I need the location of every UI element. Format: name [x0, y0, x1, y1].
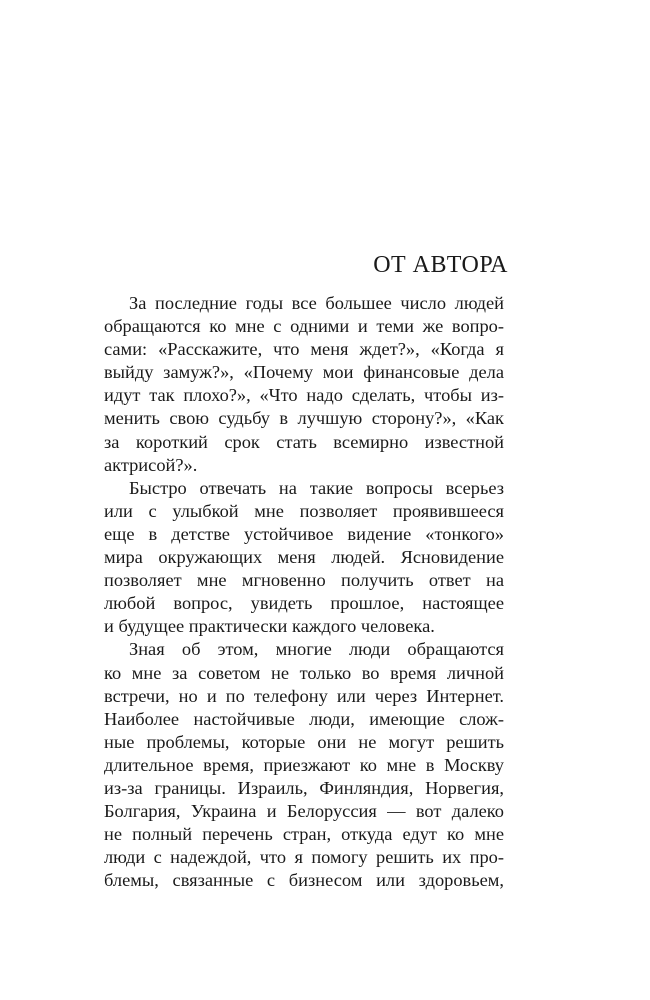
text-line: обращаются ко мне с одними и теми же вопро-	[104, 316, 504, 337]
text-line: еще в детстве устойчивое видение «тонкого»	[104, 523, 504, 544]
text-line: ко мне за советом не только во время личной	[104, 662, 504, 683]
text-line: из-за границы. Израиль, Финляндия, Норвегия,	[104, 777, 504, 798]
text-line: за короткий срок стать всемирно известной	[104, 431, 504, 452]
paragraph-1	[104, 292, 504, 477]
text-line: люди с надеждой, что я помогу решить их про-	[104, 847, 504, 868]
text-line: встречи, но и по телефону или через Интернет.	[104, 685, 504, 706]
text-line: и будущее практически каждого человека.	[104, 616, 435, 637]
chapter-heading: ОТ АВТОРА	[373, 252, 508, 278]
text-line: не полный перечень стран, откуда едут ко мне	[104, 824, 504, 845]
text-line: мира окружающих меня людей. Ясновидение	[104, 547, 504, 568]
text-line: выйду замуж?», «Почему мои финансовые дела	[104, 362, 504, 383]
text-line: За последние годы все большее число людей	[129, 293, 504, 313]
text-line: ные проблемы, которые они не могут решить	[104, 731, 504, 752]
paragraph-3	[104, 638, 504, 892]
body-text	[104, 292, 504, 892]
text-line: позволяет мне мгновенно получить ответ на	[104, 570, 504, 591]
text-line: менить свою судьбу в лучшую сторону?», «Как	[104, 408, 504, 429]
text-line: идут так плохо?», «Что надо сделать, чтобы из-	[104, 385, 504, 406]
text-line: Быстро отвечать на такие вопросы всерьез	[129, 477, 504, 498]
text-line: блемы, связанные с бизнесом или здоровьем,	[104, 870, 504, 891]
paragraph-2	[104, 477, 504, 639]
text-line: актрисой?».	[104, 454, 198, 475]
text-line: Болгария, Украина и Белоруссия — вот далеко	[104, 801, 504, 822]
text-line: или с улыбкой мне позволяет проявившееся	[104, 500, 504, 521]
text-line: длительное время, приезжают ко мне в Москву	[104, 754, 504, 775]
text-line: Наиболее настойчивые люди, имеющие слож-	[104, 708, 504, 729]
text-line: Зная об этом, многие люди обращаются	[129, 639, 504, 660]
text-line: любой вопрос, увидеть прошлое, настоящее	[104, 593, 504, 614]
text-line: сами: «Расскажите, что меня ждет?», «Когда я	[104, 339, 504, 360]
